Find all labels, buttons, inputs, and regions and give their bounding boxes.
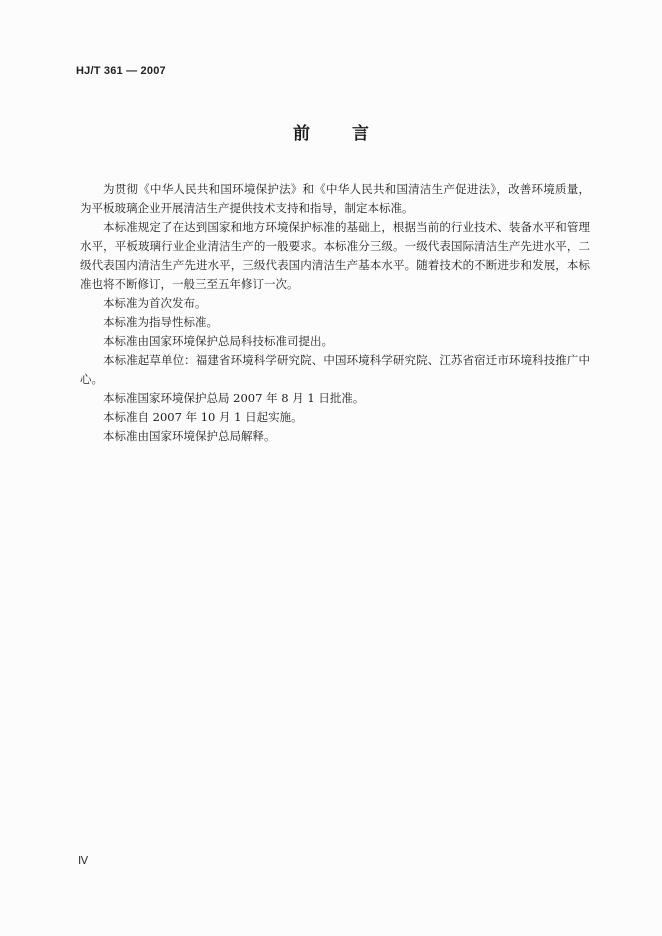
foreword-body <box>80 180 590 446</box>
paragraph: 本标准为指导性标准。 <box>103 315 218 329</box>
document-code: HJ/T 361 — 2007 <box>76 65 166 77</box>
paragraph: 本标准国家环境保护总局 2007 年 8 月 1 日批准。 <box>103 391 365 405</box>
paragraph: 为贯彻《中华人民共和国环境保护法》和《中华人民共和国清洁生产促进法》，改善环境质量，为平板玻璃企业开展清洁生产提供技术支持和指导，制定本标准。 <box>80 182 590 215</box>
paragraph: 本标准规定了在达到国家和地方环境保护标准的基础上，根据当前的行业技术、装备水平和管理水平，平板玻璃行业企业清洁生产的一般要求。本标准分三级。一级代表国际清洁生产先进水平，二级代表国内清洁生产先进水平，三级代表国内清洁生产基本水平。随着技术的不断进步和发展，本标准也将不断修订，一般三至五年修订一次。 <box>80 220 590 291</box>
paragraph: 本标准自 2007 年 10 月 1 日起实施。 <box>103 410 303 424</box>
paragraph: 本标准由国家环境保护总局解释。 <box>103 429 276 443</box>
paragraph: 本标准起草单位：福建省环境科学研究院、中国环境科学研究院、江苏省宿迁市环境科技推广中心。 <box>80 353 590 386</box>
paragraph: 本标准由国家环境保护总局科技标准司提出。 <box>103 334 333 348</box>
page-number: Ⅳ <box>78 855 89 867</box>
paragraph: 本标准为首次发布。 <box>103 296 207 310</box>
page-title: 前言 <box>293 124 411 144</box>
